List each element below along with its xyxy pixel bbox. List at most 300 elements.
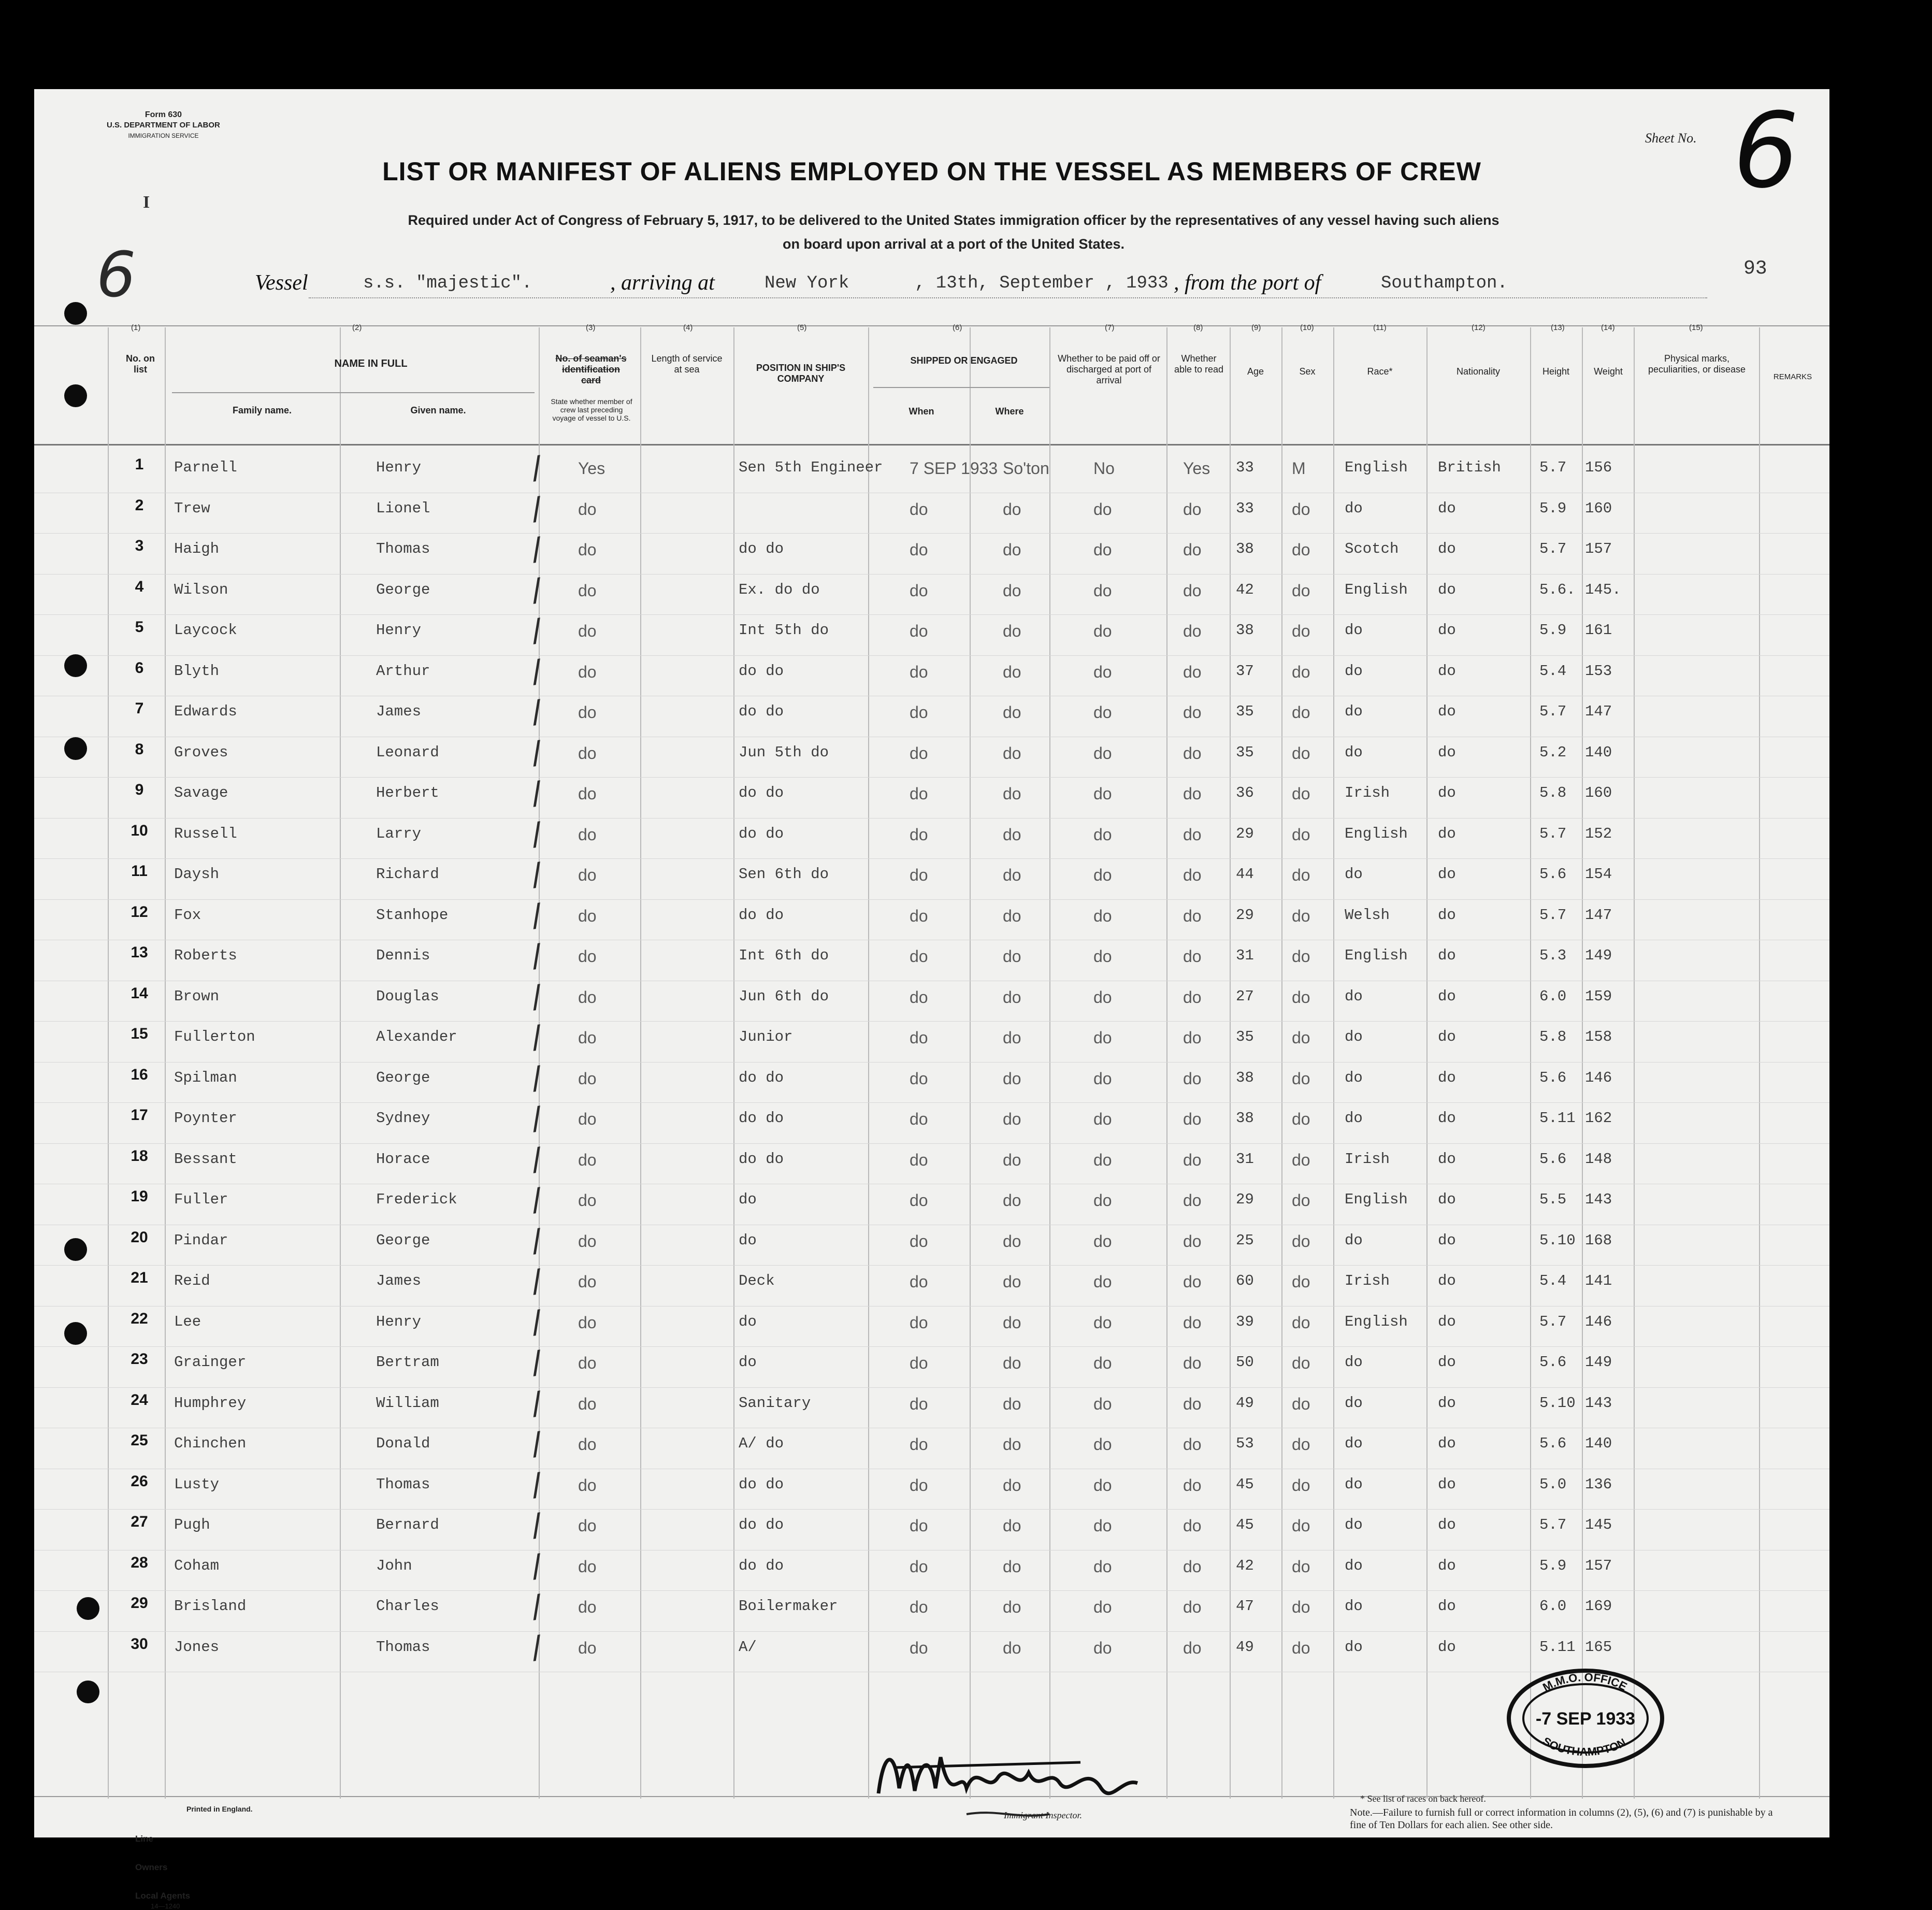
header-remarks: REMARKS: [1773, 372, 1812, 381]
position: do do: [739, 1150, 784, 1168]
nationality: do: [1438, 1516, 1456, 1533]
check-mark-icon: /: [529, 815, 544, 853]
age: 49: [1236, 1394, 1254, 1412]
weight: 141: [1585, 1272, 1612, 1289]
header-given-name: Given name.: [410, 405, 466, 415]
sex: do: [1292, 906, 1310, 925]
row-number: 20: [131, 1228, 148, 1246]
race: do: [1345, 1069, 1363, 1086]
race: do: [1345, 1598, 1363, 1615]
form-id-block: [107, 110, 220, 141]
sheet-number: 6: [1733, 91, 1799, 211]
age: 38: [1236, 622, 1254, 639]
table-row: [34, 815, 1829, 858]
paid-off: do: [1093, 987, 1112, 1007]
shipped-where: do: [1003, 1598, 1021, 1616]
weight: 160: [1585, 784, 1612, 801]
sex: do: [1292, 1150, 1310, 1169]
position: do do: [739, 1475, 784, 1493]
height: 5.6: [1539, 1435, 1567, 1452]
height: 5.7: [1539, 1516, 1567, 1533]
inspector-label: Immigrant Inspector.: [1004, 1810, 1082, 1820]
race: Irish: [1345, 784, 1390, 801]
check-mark-icon: /: [529, 1099, 544, 1138]
given-name: Alexander: [376, 1028, 457, 1045]
sex: do: [1292, 581, 1310, 600]
row-number: 15: [131, 1025, 148, 1042]
family-name: Brisland: [174, 1598, 247, 1615]
punch-hole: [64, 1322, 87, 1345]
id-card-status: do: [578, 1028, 597, 1047]
shipped-when: do: [910, 662, 928, 681]
sex: do: [1292, 1435, 1310, 1454]
colnum: (11): [1373, 323, 1387, 332]
position: Boilermaker: [739, 1598, 838, 1615]
race: do: [1345, 1394, 1363, 1412]
paid-off: do: [1093, 1069, 1112, 1088]
sex: do: [1292, 743, 1310, 763]
table-row: [34, 1343, 1829, 1387]
family-name: Coham: [174, 1557, 220, 1574]
weight: 157: [1585, 1557, 1612, 1574]
colnum: (12): [1472, 323, 1486, 332]
weight: 152: [1585, 825, 1612, 842]
stamp-top: M.M.O. OFFICE: [1540, 1670, 1630, 1694]
sex: do: [1292, 703, 1310, 722]
able-to-read: do: [1183, 1516, 1202, 1535]
sex: do: [1292, 784, 1310, 803]
row-number: 5: [135, 619, 144, 636]
row-number: 4: [135, 578, 144, 595]
colnum: (6): [953, 323, 962, 332]
shipped-where: do: [1003, 1354, 1021, 1372]
table-row: [34, 1018, 1829, 1061]
position: do do: [739, 1557, 784, 1574]
given-name: Dennis: [376, 947, 430, 964]
given-name: Arthur: [376, 662, 430, 680]
able-to-read: do: [1183, 987, 1202, 1007]
row-number: 6: [135, 659, 144, 677]
shipped-when: do: [910, 1069, 928, 1088]
height: 5.10: [1539, 1231, 1576, 1249]
given-name: Donald: [376, 1435, 430, 1452]
height: 5.7: [1539, 825, 1567, 842]
position: do do: [739, 540, 784, 557]
page-reference: 93: [1743, 257, 1767, 280]
family-name: Parnell: [174, 459, 237, 476]
shipped-when: do: [910, 906, 928, 925]
check-mark-icon: /: [529, 652, 544, 690]
table-row: [34, 1099, 1829, 1143]
table-row: [34, 530, 1829, 573]
weight: 148: [1585, 1150, 1612, 1168]
family-name: Brown: [174, 987, 220, 1005]
punch-hole: [64, 737, 87, 760]
position: do do: [739, 703, 784, 720]
arriving-label: , arriving at: [610, 271, 715, 295]
weight: 157: [1585, 540, 1612, 557]
nationality: do: [1438, 1598, 1456, 1615]
paid-off: do: [1093, 1028, 1112, 1047]
id-card-status: do: [578, 1110, 597, 1128]
paid-off: do: [1093, 1110, 1112, 1128]
family-name: Russell: [174, 825, 237, 842]
family-name: Spilman: [174, 1069, 237, 1086]
id-card-status: do: [578, 1638, 597, 1657]
shipped-when: 7 SEP 1933: [910, 459, 998, 478]
family-name: Haigh: [174, 540, 220, 557]
nationality: do: [1438, 1191, 1456, 1208]
arrival-port: New York: [765, 274, 849, 293]
age: 47: [1236, 1598, 1254, 1615]
nationality: do: [1438, 1028, 1456, 1045]
id-card-status: do: [578, 987, 597, 1007]
id-card-status: do: [578, 1231, 597, 1251]
able-to-read: do: [1183, 1272, 1202, 1291]
vessel-name: s.s. "majestic".: [363, 274, 532, 293]
sex: do: [1292, 1313, 1310, 1332]
shipped-where: do: [1003, 499, 1021, 519]
id-card-status: do: [578, 866, 597, 884]
sex: M: [1292, 459, 1306, 478]
weight: 143: [1585, 1191, 1612, 1208]
sex: do: [1292, 825, 1310, 844]
shipped-where: do: [1003, 1435, 1021, 1454]
shipped-where: do: [1003, 1110, 1021, 1128]
nationality: do: [1438, 866, 1456, 883]
weight: 140: [1585, 743, 1612, 761]
shipped-when: do: [910, 1028, 928, 1047]
given-name: Horace: [376, 1150, 430, 1168]
able-to-read: do: [1183, 1069, 1202, 1088]
height: 5.3: [1539, 947, 1567, 964]
paid-off: do: [1093, 1150, 1112, 1169]
check-mark-icon: /: [529, 1018, 544, 1056]
id-card-status: do: [578, 662, 597, 681]
family-name: Lee: [174, 1313, 201, 1330]
office-stamp: [1505, 1667, 1666, 1770]
shipped-when: do: [910, 1231, 928, 1251]
check-mark-icon: /: [529, 1059, 544, 1097]
paid-off: do: [1093, 825, 1112, 844]
weight: 168: [1585, 1231, 1612, 1249]
sex: do: [1292, 622, 1310, 640]
paid-off: do: [1093, 1638, 1112, 1657]
race: do: [1345, 1028, 1363, 1045]
shipped-where: do: [1003, 1313, 1021, 1332]
paid-off: do: [1093, 947, 1112, 966]
given-name: Leonard: [376, 743, 439, 761]
able-to-read: do: [1183, 1313, 1202, 1332]
table-row: [34, 937, 1829, 980]
weight: 149: [1585, 1354, 1612, 1371]
header-when: When: [909, 406, 934, 417]
position: do: [739, 1354, 757, 1371]
shipped-when: do: [910, 1150, 928, 1169]
paid-off: do: [1093, 499, 1112, 519]
race: Irish: [1345, 1150, 1390, 1168]
able-to-read: do: [1183, 622, 1202, 640]
age: 38: [1236, 1110, 1254, 1127]
header-position: POSITION IN SHIP'S COMPANY: [756, 363, 846, 384]
race: do: [1345, 662, 1363, 680]
weight: 161: [1585, 622, 1612, 639]
shipped-when: do: [910, 622, 928, 640]
given-name: Stanhope: [376, 906, 449, 924]
race: do: [1345, 1354, 1363, 1371]
height: 6.0: [1539, 1598, 1567, 1615]
shipped-when: do: [910, 743, 928, 763]
row-number: 3: [135, 537, 144, 554]
header-sex: Sex: [1299, 366, 1316, 377]
colnum: (7): [1105, 323, 1115, 332]
sex: do: [1292, 1110, 1310, 1128]
position: Jun 6th do: [739, 987, 829, 1005]
punch-hole: [64, 654, 87, 677]
race: Scotch: [1345, 540, 1399, 557]
weight: 165: [1585, 1638, 1612, 1656]
able-to-read: do: [1183, 1354, 1202, 1372]
nationality: do: [1438, 1354, 1456, 1371]
header-able-read: Whether able to read: [1174, 353, 1224, 375]
shipped-where: do: [1003, 622, 1021, 640]
row-number: 26: [131, 1472, 148, 1490]
colnum: (14): [1601, 323, 1615, 332]
header-name-in-full: NAME IN FULL: [334, 358, 408, 369]
row-number: 18: [131, 1147, 148, 1165]
nationality: do: [1438, 1475, 1456, 1493]
height: 6.0: [1539, 987, 1567, 1005]
height: 5.10: [1539, 1394, 1576, 1412]
nationality: do: [1438, 1557, 1456, 1574]
shipped-when: do: [910, 825, 928, 844]
table-row: [34, 734, 1829, 777]
table-row: [34, 1384, 1829, 1428]
row-number: 13: [131, 944, 148, 961]
table-row: [34, 1262, 1829, 1305]
shipped-where: do: [1003, 540, 1021, 559]
position: do do: [739, 825, 784, 842]
family-name: Reid: [174, 1272, 210, 1289]
shipped-when: do: [910, 947, 928, 966]
shipped-when: do: [910, 499, 928, 519]
weight: 136: [1585, 1475, 1612, 1493]
able-to-read: do: [1183, 581, 1202, 600]
given-name: George: [376, 1231, 430, 1249]
header-weight: Weight: [1594, 366, 1623, 377]
colnum: (8): [1193, 323, 1203, 332]
height: 5.2: [1539, 743, 1567, 761]
race: English: [1345, 825, 1408, 842]
age: 45: [1236, 1516, 1254, 1533]
height: 5.7: [1539, 540, 1567, 557]
given-name: John: [376, 1557, 412, 1574]
age: 45: [1236, 1475, 1254, 1493]
given-name: William: [376, 1394, 439, 1412]
id-card-status: do: [578, 1435, 597, 1454]
printed-in: Printed in England.: [186, 1805, 253, 1813]
check-mark-icon: /: [529, 978, 544, 1015]
sex: do: [1292, 1069, 1310, 1088]
age: 35: [1236, 703, 1254, 720]
shipped-where: do: [1003, 1069, 1021, 1088]
shipped-where: do: [1003, 1272, 1021, 1291]
shipped-where: So'ton: [1003, 459, 1049, 478]
id-card-status: do: [578, 1191, 597, 1210]
family-name: Laycock: [174, 622, 237, 639]
position: Int 6th do: [739, 947, 829, 964]
row-number: 1: [135, 456, 144, 473]
race: do: [1345, 866, 1363, 883]
check-mark-icon: /: [529, 937, 544, 975]
paid-off: do: [1093, 1354, 1112, 1372]
paid-off: do: [1093, 703, 1112, 722]
row-number: 8: [135, 740, 144, 758]
id-card-status: do: [578, 1557, 597, 1576]
nationality: do: [1438, 987, 1456, 1005]
able-to-read: do: [1183, 1150, 1202, 1169]
corner-mark: I: [143, 193, 150, 212]
age: 38: [1236, 1069, 1254, 1086]
family-name: Edwards: [174, 703, 237, 720]
given-name: Bertram: [376, 1354, 439, 1371]
sex: do: [1292, 1638, 1310, 1657]
able-to-read: do: [1183, 784, 1202, 803]
given-name: James: [376, 703, 422, 720]
given-name: Sydney: [376, 1110, 430, 1127]
weight: 158: [1585, 1028, 1612, 1045]
able-to-read: do: [1183, 1394, 1202, 1413]
nationality: do: [1438, 743, 1456, 761]
height: 5.9: [1539, 622, 1567, 639]
shipped-where: do: [1003, 1557, 1021, 1576]
shipped-where: do: [1003, 581, 1021, 600]
shipped-when: do: [910, 987, 928, 1007]
id-card-status: do: [578, 540, 597, 559]
svg-text:SOUTHAMPTON: [1540, 1734, 1628, 1758]
able-to-read: do: [1183, 1231, 1202, 1251]
header-id-card: No. of seaman's identification card: [555, 353, 627, 385]
position: Jun 5th do: [739, 743, 829, 761]
nationality: do: [1438, 1313, 1456, 1330]
shipped-where: do: [1003, 703, 1021, 722]
check-mark-icon: /: [529, 1628, 544, 1666]
table-row: [34, 1303, 1829, 1346]
shipped-where: do: [1003, 784, 1021, 803]
position: do do: [739, 784, 784, 801]
colnum: (15): [1689, 323, 1703, 332]
shipped-when: do: [910, 1638, 928, 1657]
check-mark-icon: /: [529, 734, 544, 771]
weight: 149: [1585, 947, 1612, 964]
race: do: [1345, 622, 1363, 639]
shipped-when: do: [910, 1272, 928, 1291]
sex: do: [1292, 1475, 1310, 1495]
id-card-status: do: [578, 947, 597, 966]
header-shipped: SHIPPED OR ENGAGED: [910, 355, 1018, 366]
row-number: 17: [131, 1107, 148, 1124]
id-card-status: do: [578, 1394, 597, 1413]
id-card-status: do: [578, 784, 597, 803]
shipped-where: do: [1003, 947, 1021, 966]
table-row: [34, 449, 1829, 492]
given-name: Herbert: [376, 784, 439, 801]
stamp-bottom: SOUTHAMPTON: [1540, 1734, 1628, 1759]
given-name: Douglas: [376, 987, 439, 1005]
paid-off: do: [1093, 622, 1112, 640]
shipped-where: do: [1003, 825, 1021, 844]
position: Sen 5th Engineer: [739, 459, 883, 476]
family-name: Bessant: [174, 1150, 237, 1168]
nationality: do: [1438, 947, 1456, 964]
height: 5.0: [1539, 1475, 1567, 1493]
position: Int 5th do: [739, 622, 829, 639]
shipped-when: do: [910, 1598, 928, 1616]
footer-owners: Owners: [135, 1862, 168, 1872]
id-card-status: do: [578, 1272, 597, 1291]
age: 37: [1236, 662, 1254, 680]
table-row: [34, 774, 1829, 817]
age: 53: [1236, 1435, 1254, 1452]
paid-off: do: [1093, 540, 1112, 559]
position: do do: [739, 662, 784, 680]
shipped-where: do: [1003, 866, 1021, 884]
race: English: [1345, 581, 1408, 598]
able-to-read: do: [1183, 662, 1202, 681]
nationality: do: [1438, 581, 1456, 598]
department: U.S. DEPARTMENT OF LABOR: [107, 121, 220, 130]
height: 5.7: [1539, 703, 1567, 720]
colnum: (9): [1251, 323, 1261, 332]
sex: do: [1292, 1028, 1310, 1047]
race: do: [1345, 1638, 1363, 1656]
paid-off: do: [1093, 743, 1112, 763]
colnum: (13): [1551, 323, 1565, 332]
nationality: do: [1438, 622, 1456, 639]
nationality: do: [1438, 1110, 1456, 1127]
shipped-where: do: [1003, 1191, 1021, 1210]
sex: do: [1292, 540, 1310, 559]
row-number: 22: [131, 1310, 148, 1327]
subtitle-line-1: Required under Act of Congress of February 5, 1917, to be delivered to the United States immigration officer by the representatives of any vessel having such aliens: [408, 212, 1500, 228]
given-name: Thomas: [376, 1475, 430, 1493]
row-number: 27: [131, 1513, 148, 1530]
shipped-when: do: [910, 1313, 928, 1332]
position: Sen 6th do: [739, 866, 829, 883]
check-mark-icon: /: [529, 1181, 544, 1219]
age: 35: [1236, 743, 1254, 761]
service: IMMIGRATION SERVICE: [128, 132, 199, 139]
row-number: 12: [131, 903, 148, 921]
paid-off: do: [1093, 1231, 1112, 1251]
check-mark-icon: /: [529, 1425, 544, 1463]
table-row: [34, 652, 1829, 696]
weight: 160: [1585, 499, 1612, 517]
id-card-status: do: [578, 1069, 597, 1088]
position: Sanitary: [739, 1394, 811, 1412]
shipped-where: do: [1003, 1516, 1021, 1535]
header-race: Race*: [1367, 366, 1393, 377]
race: English: [1345, 1191, 1408, 1208]
check-mark-icon: /: [529, 571, 544, 609]
paid-off: do: [1093, 581, 1112, 600]
vessel-line: [34, 270, 1829, 301]
id-card-status: do: [578, 1516, 597, 1535]
row-number: 29: [131, 1595, 148, 1612]
race: do: [1345, 499, 1363, 517]
row-number: 14: [131, 984, 148, 1002]
family-name: Poynter: [174, 1110, 237, 1127]
